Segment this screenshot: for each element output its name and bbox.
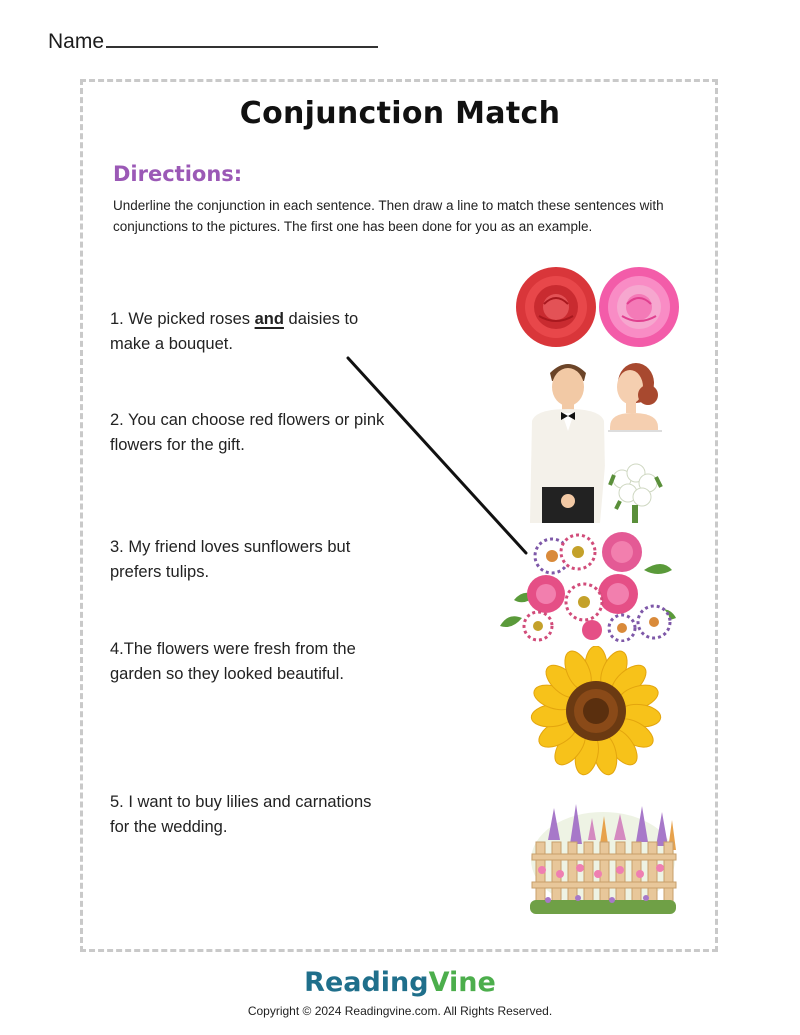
copyright-text: Copyright © 2024 Readingvine.com. All Rights Reserved. bbox=[247, 1004, 553, 1018]
bouquet-picture[interactable] bbox=[494, 530, 684, 642]
sentence-3: 3. My friend loves sunflowers but prefers tulips. bbox=[110, 538, 351, 581]
wedding-couple-picture[interactable] bbox=[524, 355, 679, 525]
sunflower-icon bbox=[530, 646, 662, 776]
sentence-5: 5. I want to buy lilies and carnations for the wedding. bbox=[110, 793, 372, 836]
logo-vine: Vine bbox=[428, 967, 496, 998]
bouquet-icon bbox=[500, 532, 676, 641]
red-rose-icon bbox=[516, 267, 596, 347]
name-label: Name bbox=[48, 30, 105, 53]
sentence-4: 4.The flowers were fresh from the garden so they looked beautiful. bbox=[110, 640, 356, 683]
directions-heading: Directions: bbox=[113, 162, 243, 186]
directions-text: Underline the conjunction in each sentence. Then draw a line to match these sentences with conjunctions to the pictures. The first one has been done for you as an example. bbox=[113, 198, 664, 234]
sentence-1-conjunction: and bbox=[254, 310, 284, 328]
sentence-1-before: 1. We picked roses bbox=[110, 310, 255, 328]
groom-icon bbox=[530, 364, 606, 523]
page-title: Conjunction Match bbox=[239, 96, 561, 131]
roses-picture[interactable] bbox=[514, 264, 684, 350]
readingvine-logo bbox=[0, 967, 800, 998]
sentence-2: 2. You can choose red flowers or pink flowers for the gift. bbox=[110, 411, 385, 454]
garden-fence-picture[interactable] bbox=[528, 800, 678, 918]
logo-reading: Reading bbox=[304, 967, 429, 998]
sunflower-picture[interactable] bbox=[530, 646, 662, 776]
pink-rose-icon bbox=[599, 267, 679, 347]
garden-fence-icon bbox=[530, 804, 676, 914]
sentence-1-after: daisies to make a bouquet. bbox=[110, 310, 359, 353]
